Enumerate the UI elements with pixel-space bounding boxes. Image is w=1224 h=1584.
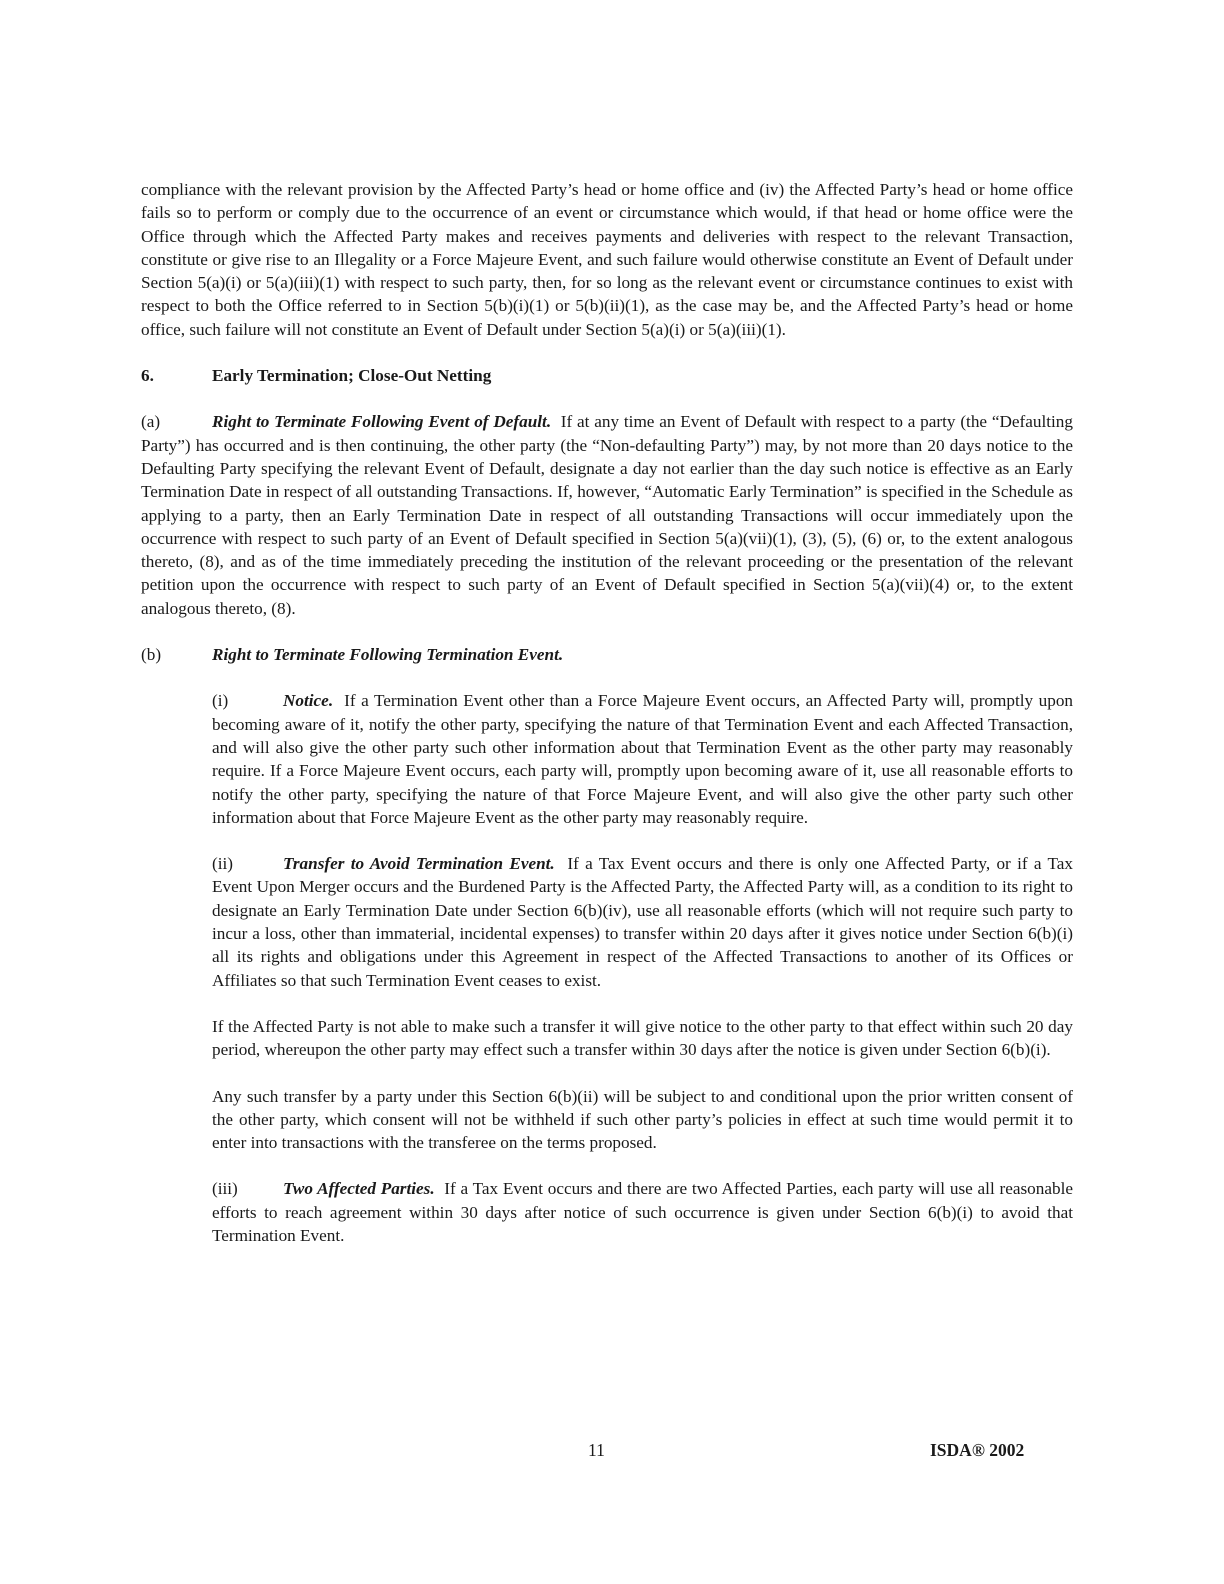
sub-iii-label: (iii): [212, 1179, 238, 1199]
sub-i-paragraph: [212, 689, 1073, 829]
intro-paragraph: compliance with the relevant provision by the Affected Party’s head or home office and (iv) the Affected Party’s head or home office fails so to perform or comply due to the occurrence of an event or circumstance which would, if that head or home office were the Office through which the Affected Party makes and receives payments and deliveries with respect to the relevant Transaction, constitute or give rise to an Illegality or a Force Majeure Event, and such failure would otherwise constitute an Event of Default under Section 5(a)(i) or 5(a)(iii)(1) with respect to such party, then, for so long as the relevant event or circumstance continues to exist with respect to both the Office referred to in Section 5(b)(i)(1) or 5(b)(ii)(1), as the case may be, and the Affected Party’s head or home office, such failure will not constitute an Event of Default under Section 5(a)(i) or 5(a)(iii)(1).: [141, 180, 1073, 339]
clause-a-label: (a): [141, 412, 161, 432]
sub-i-text: If a Termination Event other than a Force Majeure Event occurs, an Affected Party will, promptly upon becoming aware of it, notify the other party, specifying the nature of that Termination Event and each Affected Transaction, and will also give the other party such other information about that Termination Event as the other party may reasonably require. If a Force Majeure Event occurs, each party will, promptly upon becoming aware of it, use all reasonable efforts to notify the other party, specifying the nature of that Force Majeure Event, and will also give the other party such other information about that Force Majeure Event as the other party may reasonably require.: [212, 691, 1074, 827]
sub-ii-label: (ii): [212, 854, 233, 874]
section-number: 6.: [141, 366, 154, 386]
sub-ii-paragraph: [212, 852, 1073, 992]
clause-b-heading: Right to Terminate Following Termination Event.: [212, 645, 564, 665]
document-page: [141, 178, 1073, 1247]
sub-ii-text: If a Tax Event occurs and there is only one Affected Party, or if a Tax Event Upon Merger occurs and the Burdened Party is the Affected Party, the Affected Party will, as a condition to its right to designate an Early Termination Date under Section 6(b)(iv), use all reasonable efforts (which will not require such party to incur a loss, other than immaterial, incidental expenses) to transfer within 20 days after it gives notice under Section 6(b)(i) all its rights and obligations under this Agreement in respect of the Affected Transactions to another of its Offices or Affiliates so that such Termination Event ceases to exist.: [212, 854, 1074, 990]
section-6-heading: [141, 364, 1073, 387]
page-number: 11: [588, 1440, 605, 1460]
clause-b-paragraph: [141, 643, 1073, 666]
sub-iii-paragraph: [212, 1177, 1073, 1247]
clause-a-heading: Right to Terminate Following Event of Default.: [212, 412, 552, 432]
clause-a-paragraph: [141, 410, 1073, 620]
sub-i-label: (i): [212, 691, 229, 711]
sub-iii-heading: Two Affected Parties.: [283, 1179, 435, 1199]
document-id: ISDA® 2002: [930, 1440, 1025, 1460]
section-title: Early Termination; Close-Out Netting: [212, 366, 492, 386]
sub-i-heading: Notice.: [283, 691, 334, 711]
sub-ii-paragraph-3: Any such transfer by a party under this Section 6(b)(ii) will be subject to and conditional upon the prior written consent of the other party, which consent will not be withheld if such other party’s policies in effect at such time would permit it to enter into transactions with the transferee on the terms proposed.: [212, 1086, 1073, 1153]
sub-ii-paragraph-2: If the Affected Party is not able to make such a transfer it will give notice to the other party to that effect within such 20 day period, whereupon the other party may effect such a transfer within 30 days after the notice is given under Section 6(b)(i).: [212, 1016, 1073, 1060]
sub-ii-heading: Transfer to Avoid Termination Event.: [283, 854, 555, 874]
clause-b-label: (b): [141, 645, 162, 665]
clause-a-text: If at any time an Event of Default with respect to a party (the “Defaulting Party”) has occurred and is then continuing, the other party (the “Non-defaulting Party”) may, by not more than 20 days notice to the Defaulting Party specifying the relevant Event of Default, designate a day not earlier than the day such notice is effective as an Early Termination Date in respect of all outstanding Transactions. If, however, “Automatic Early Termination” is specified in the Schedule as applying to a party, then an Early Termination Date in respect of all outstanding Transactions will occur immediately upon the occurrence with respect to such party of an Event of Default specified in Section 5(a)(vii)(1), (3), (5), (6) or, to the extent analogous thereto, (8), and as of the time immediately preceding the institution of the relevant proceeding or the presentation of the relevant petition upon the occurrence with respect to such party of an Event of Default specified in Section 5(a)(vii)(4) or, to the extent analogous thereto, (8).: [141, 412, 1073, 618]
sub-iii-text: If a Tax Event occurs and there are two Affected Parties, each party will use all reasonable efforts to reach agreement within 30 days after notice of such occurrence is given under Section 6(b)(i) to avoid that Termination Event.: [212, 1179, 1073, 1245]
